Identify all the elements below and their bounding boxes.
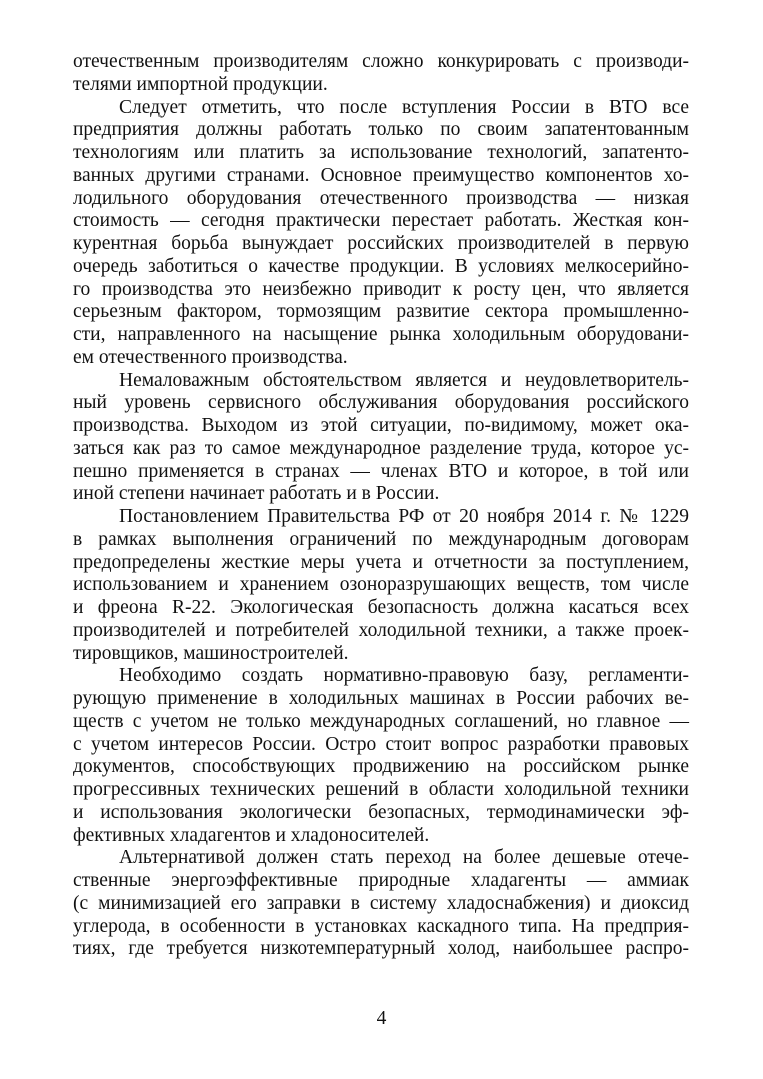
text-line: иной степени начинает работать и в России. bbox=[73, 483, 440, 505]
text-line: заться как раз то самое международное разделение труда, которое ус- bbox=[73, 437, 689, 459]
text-line: ственные энергоэффективные природные хладагенты — аммиак bbox=[73, 870, 689, 891]
text-line: производителей и потребителей холодильной техники, а также проек- bbox=[73, 619, 689, 641]
text-line: сти, направленного на насыщение рынка холодильным оборудовани- bbox=[73, 324, 689, 345]
text-line: Альтернативой должен стать переход на более дешевые отече- bbox=[119, 847, 689, 869]
text-line: курентная борьба вынуждает российских производителей в первую bbox=[73, 233, 689, 254]
page-number: 4 bbox=[376, 1008, 387, 1029]
text-line: Необходимо создать нормативно-правовую базу, регламенти- bbox=[119, 665, 689, 687]
text-line: Постановлением Правительства РФ от 20 ноября 2014 г. № 1229 bbox=[119, 506, 689, 527]
text-line: тировщиков, машиностроителей. bbox=[73, 642, 349, 664]
text-line: и фреона R-22. Экологическая безопасность должна касаться всех bbox=[73, 597, 689, 618]
text-line: телями импортной продукции. bbox=[73, 73, 328, 95]
text-line: ный уровень сервисного обслуживания оборудования российского bbox=[73, 392, 689, 414]
text-line: углерода, в особенности в установках каскадного типа. На предприя- bbox=[73, 915, 689, 937]
text-line: и использования экологически безопасных, термодинамически эф- bbox=[73, 801, 689, 823]
text-line: рующую применение в холодильных машинах в России рабочих ве- bbox=[73, 688, 689, 709]
text-line: го производства это неизбежно приводит к росту цен, что является bbox=[73, 278, 689, 300]
text-line: Немаловажным обстоятельством является и неудовлетворитель- bbox=[119, 369, 689, 391]
text-line: пешно применяется в странах — членах ВТО и которое, в той или bbox=[73, 460, 689, 482]
text-line: в рамках выполнения ограничений по международным договорам bbox=[73, 528, 689, 550]
text-line: фективных хладагентов и хладоносителей. bbox=[73, 824, 430, 846]
body-text bbox=[73, 51, 689, 961]
text-line: тиях, где требуется низкотемпературный холод, наибольшее распро- bbox=[73, 938, 689, 960]
text-line: технологиям или платить за использование технологий, запатенто- bbox=[73, 142, 689, 163]
text-line: ванных другими странами. Основное преимущество компонентов хо- bbox=[73, 164, 689, 186]
text-line: документов, способствующих продвижению на российском рынке bbox=[73, 756, 689, 778]
text-line: с учетом интересов России. Остро стоит вопрос разработки правовых bbox=[73, 733, 689, 755]
text-line: серьезным фактором, тормозящим развитие сектора промышленно- bbox=[73, 301, 689, 323]
text-line: лодильного оборудования отечественного производства — низкая bbox=[73, 187, 689, 209]
text-line: ем отечественного производства. bbox=[73, 346, 348, 368]
text-line: ществ с учетом не только международных соглашений, но главное — bbox=[73, 710, 689, 732]
text-line: очередь заботиться о качестве продукции. В условиях мелкосерийно- bbox=[73, 255, 689, 277]
text-line: Следует отметить, что после вступления России в ВТО все bbox=[119, 96, 689, 118]
text-line: прогрессивных технических решений в области холодильной техники bbox=[73, 779, 689, 800]
text-line: предприятия должны работать только по своим запатентованным bbox=[73, 119, 689, 141]
text-line: использованием и хранением озоноразрушающих веществ, том числе bbox=[73, 574, 689, 596]
text-line: стоимость — сегодня практически перестает работать. Жесткая кон- bbox=[73, 210, 689, 232]
text-line: производства. Выходом из этой ситуации, по-видимому, может ока- bbox=[73, 415, 689, 436]
text-line: отечественным производителям сложно конкурировать с производи- bbox=[73, 51, 689, 72]
text-line: предопределены жесткие меры учета и отчетности за поступлением, bbox=[73, 551, 689, 573]
text-line: (с минимизацией его заправки в систему хладоснабжения) и диоксид bbox=[73, 892, 689, 914]
